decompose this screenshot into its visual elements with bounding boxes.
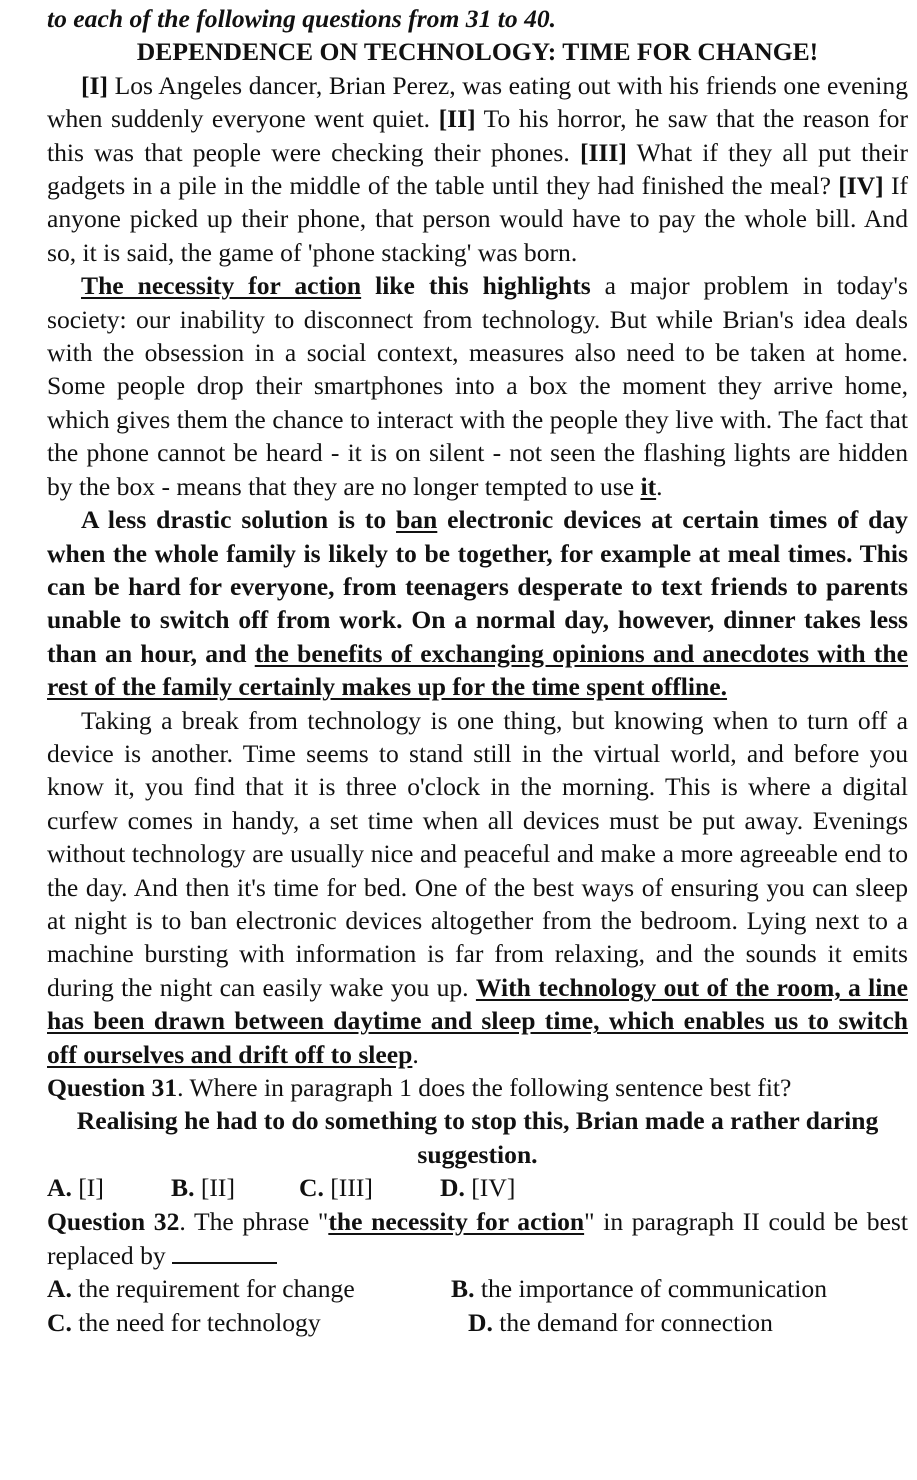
option-c[interactable]: C. the need for technology	[47, 1307, 321, 1337]
underlined-word-ban: ban	[396, 505, 438, 535]
marker-i: [I]	[81, 70, 109, 100]
question-31-sentence: Realising he had to do something to stop this, Brian made a rather daring suggestion.	[76, 1106, 879, 1169]
option-b[interactable]: B. the importance of communication	[451, 1274, 827, 1304]
question-32-options-row-2	[47, 1306, 908, 1339]
option-c[interactable]: C. [III]	[299, 1173, 373, 1203]
question-32-options-row-1	[47, 1272, 908, 1305]
option-d[interactable]: D. the demand for connection	[468, 1307, 773, 1337]
underlined-sentence-technology: With technology out of the room, a line has been drawn between daytime and sleep time, which enables us to switch off ourselves and drift off to sleep	[47, 972, 908, 1069]
underlined-sentence-benefits: the benefits of exchanging opinions and anecdotes with the rest of the family certainly makes up for the time spent offline.	[47, 638, 909, 702]
option-d[interactable]: D. [IV]	[440, 1173, 516, 1203]
paragraph-2: The necessity for action like this highlights a major problem in today's society: our inability to disconnect from technology. But while Brian's idea deals with the obsession in a social context, measures also need to be taken at home. Some people drop their smartphones into a box the moment they arrive home, which gives them the chance to interact with the people they live with. The fact that the phone cannot be heard - it is on silent - not seen the flashing lights are hidden by the box - means that they are no longer tempted to use it.	[47, 271, 909, 501]
paragraph-4: Taking a break from technology is one thing, but knowing when to turn off a device is another. Time seems to stand still in the virtual world, and before you know it, you find that it is three o'clock in the morning. This is where a digital curfew comes in handy, a set time when all devices must be put away. Evenings without technology are usually nice and peaceful and make a more agreeable end to the day. And then it's time for bed. One of the best ways of ensuring you can sleep at night is to ban electronic devices altogether from the bedroom. Lying next to a machine bursting with information is far from relaxing, and the sounds it emits during the night can easily wake you up. With technology out of the room, a line has been drawn between daytime and sleep time, which enables us to switch off ourselves and drift off to sleep.	[47, 705, 908, 1069]
question-32-label: Question 32	[47, 1206, 180, 1236]
option-b[interactable]: B. [II]	[171, 1173, 235, 1203]
question-31-label: Question 31	[47, 1073, 178, 1102]
underlined-word-it: it	[640, 471, 657, 501]
marker-iv: [IV]	[838, 171, 884, 201]
underlined-phrase-necessity: The necessity for action	[81, 271, 362, 301]
marker-ii: [II]	[438, 104, 476, 134]
option-a[interactable]: A. the requirement for change	[47, 1274, 355, 1304]
answer-blank	[172, 1238, 277, 1264]
option-a[interactable]: A. [I]	[47, 1173, 104, 1203]
instruction-line: to each of the following questions from 31 to 40.	[47, 4, 557, 33]
question-32: Question 32. The phrase "the necessity for action" in paragraph II could be best replaced by	[47, 1206, 908, 1271]
passage-title: DEPENDENCE ON TECHNOLOGY: TIME FOR CHANGE!	[136, 37, 819, 67]
marker-iii: [III]	[579, 137, 627, 167]
paragraph-1: [I] Los Angeles dancer, Brian Perez, was eating out with his friends one evening when suddenly everyone went quiet. [II] To his horror, he saw that the reason for this was that people were checking their phones. [III] What if they all put their gadgets in a pile in the middle of the table until they had finished the meal? [IV] If anyone picked up their phone, that person would have to pay the whole bill. And so, it is said, the game of 'phone stacking' was born.	[47, 70, 908, 267]
question-32-phrase: the necessity for action	[328, 1206, 585, 1236]
document-page	[0, 2, 908, 1480]
question-31: Question 31. Where in paragraph 1 does the following sentence best fit?	[47, 1073, 792, 1102]
question-31-options	[47, 1171, 908, 1204]
paragraph-3: A less drastic solution is to ban electronic devices at certain times of day when the whole family is likely to be together, for example at meal times. This can be hard for everyone, from teenagers desperate to text friends to parents unable to switch off from work. On a normal day, however, dinner takes less than an hour, and the benefits of exchanging opinions and anecdotes with the rest of the family certainly makes up for the time spent offline.	[47, 505, 909, 702]
